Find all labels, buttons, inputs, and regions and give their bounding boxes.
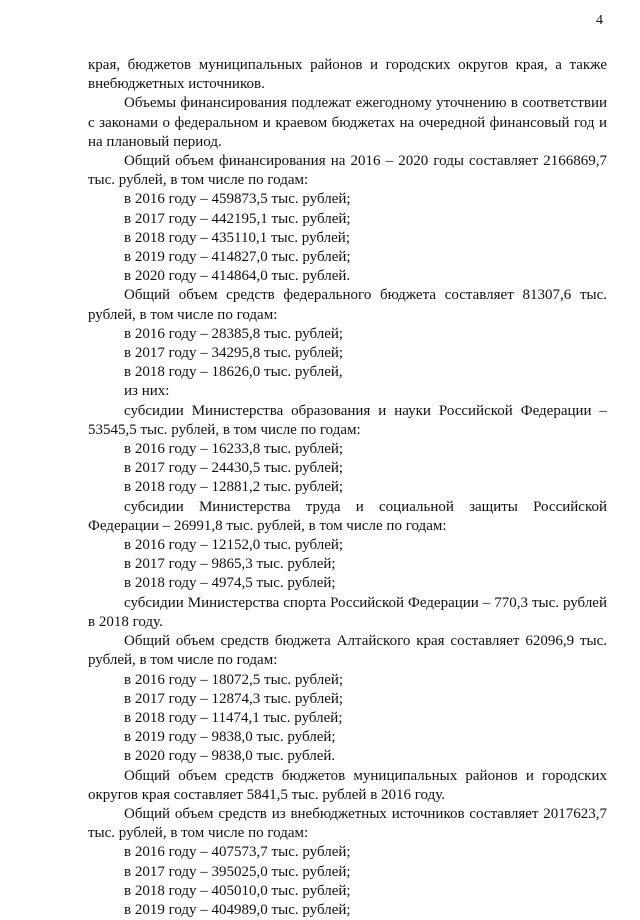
list-item: в 2016 году – 407573,7 тыс. рублей; xyxy=(124,844,351,861)
list-item: в 2018 году – 11474,1 тыс. рублей; xyxy=(124,709,343,726)
list-item: в 2018 году – 405010,0 тыс. рублей; xyxy=(124,882,351,899)
list-item: в 2020 году – 9838,0 тыс. рублей. xyxy=(124,748,336,765)
list-item: в 2016 году – 28385,8 тыс. рублей; xyxy=(124,325,344,342)
list-item: в 2017 году – 9865,3 тыс. рублей; xyxy=(124,556,336,573)
list-item: в 2016 году – 12152,0 тыс. рублей; xyxy=(124,537,344,554)
list-item: в 2018 году – 4974,5 тыс. рублей; xyxy=(124,575,336,592)
list-item: в 2018 году – 18626,0 тыс. рублей, xyxy=(124,364,343,381)
paragraph: Общий объем средств бюджетов муниципальных районов и городских округов края составляет 5841,5 тыс. рублей в 2016 году. xyxy=(88,767,607,803)
list-item: в 2016 году – 18072,5 тыс. рублей; xyxy=(124,671,344,688)
paragraph: Общий объем финансирования на 2016 – 2020 годы составляет 2166869,7 тыс. рублей, в том числе по годам: xyxy=(88,153,607,189)
list-item: в 2019 году – 404989,0 тыс. рублей; xyxy=(124,901,351,918)
list-item: из них: xyxy=(124,383,170,400)
document-body xyxy=(88,56,607,920)
paragraph: субсидии Министерства спорта Российской Федерации – 770,3 тыс. рублей в 2018 году. xyxy=(88,594,607,630)
list-item: в 2016 году – 16233,8 тыс. рублей; xyxy=(124,441,344,458)
list-item: в 2018 году – 12881,2 тыс. рублей; xyxy=(124,479,344,496)
list-item: в 2019 году – 9838,0 тыс. рублей; xyxy=(124,729,336,746)
page-number: 4 xyxy=(596,13,603,28)
paragraph: субсидии Министерства образования и науки Российской Федерации – 53545,5 тыс. рублей, в том числе по годам: xyxy=(88,402,607,438)
list-item: в 2019 году – 414827,0 тыс. рублей; xyxy=(124,249,351,266)
list-item: в 2017 году – 24430,5 тыс. рублей; xyxy=(124,460,344,477)
paragraph: края, бюджетов муниципальных районов и городских округов края, а также внебюджетных источников. xyxy=(88,57,607,93)
list-item: в 2017 году – 12874,3 тыс. рублей; xyxy=(124,690,344,707)
paragraph: Общий объем средств из внебюджетных источников составляет 2017623,7 тыс. рублей, в том числе по годам: xyxy=(88,805,607,842)
paragraph: Объемы финансирования подлежат ежегодному уточнению в соответствии с законами о федеральном и краевом бюджетах на очередной финансовый год и на плановый период. xyxy=(88,95,607,150)
list-item: в 2017 году – 34295,8 тыс. рублей; xyxy=(124,345,344,362)
paragraph: субсидии Министерства труда и социальной защиты Российской Федерации – 26991,8 тыс. рублей, в том числе по годам: xyxy=(88,498,607,534)
list-item: в 2017 году – 395025,0 тыс. рублей; xyxy=(124,863,351,880)
paragraph: Общий объем средств бюджета Алтайского края составляет 62096,9 тыс. рублей, в том числе по годам: xyxy=(88,633,607,669)
list-item: в 2016 году – 459873,5 тыс. рублей; xyxy=(124,191,351,208)
list-item: в 2020 году – 414864,0 тыс. рублей. xyxy=(124,268,351,285)
paragraph: Общий объем средств федерального бюджета составляет 81307,6 тыс. рублей, в том числе по годам: xyxy=(88,287,607,323)
list-item: в 2017 году – 442195,1 тыс. рублей; xyxy=(124,210,351,227)
list-item: в 2018 году – 435110,1 тыс. рублей; xyxy=(124,229,350,246)
